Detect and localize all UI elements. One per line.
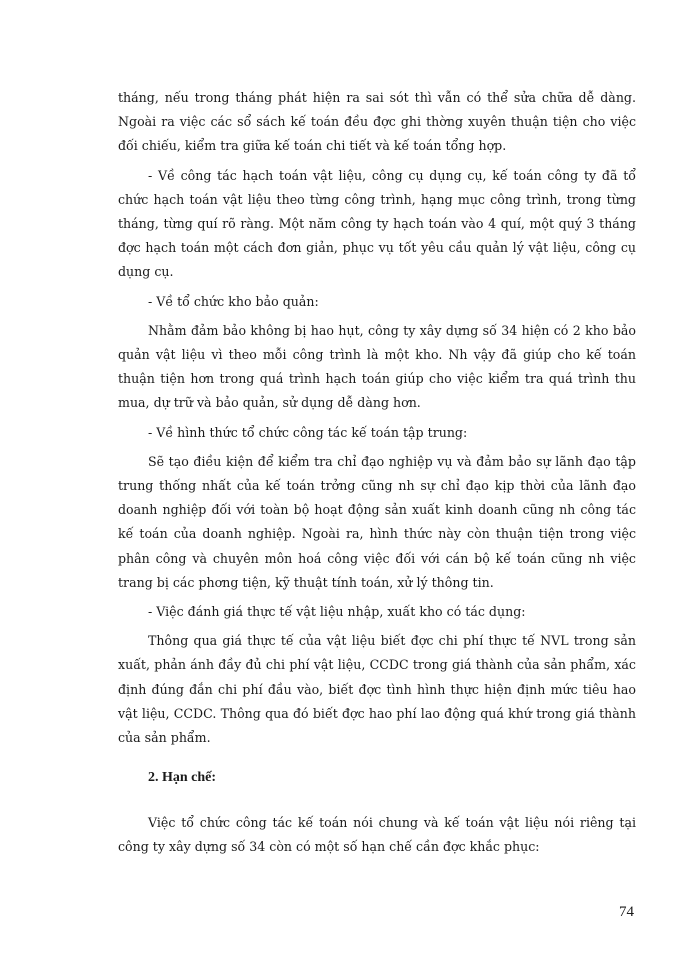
paragraph-continuation: tháng, nếu trong tháng phát hiện ra sai sót thì vẫn có thể sửa chữa dễ dàng. Ngoài ra việc các sổ sách kế toán đều đợc ghi thờng xuyên thuận tiện cho việc đối chiếu, kiểm tra giữa kế toán chi tiết và kế toán tổng hợp. (118, 90, 636, 154)
paragraph-warehouse: Nhằm đảm bảo không bị hao hụt, công ty xây dựng số 34 hiện có 2 kho bảo quản vật liệu vì theo mỗi công trình là một kho. Nh vậy đã giúp cho kế toán thuận tiện hơn trong quá trình hạch toán giúp cho việc kiểm tra quá trình thu mua, dự trữ và bảo quản, sử dụng dễ dàng hơn. (118, 322, 636, 411)
paragraph-centralized-accounting: Sẽ tạo điều kiện để kiểm tra chỉ đạo nghiệp vụ và đảm bảo sự lãnh đạo tập trung thống nhất của kế toán trởng cũng nh sự chỉ đạo kịp thời của lãnh đạo doanh nghiệp đối với toàn bộ hoạt động sản xuất kinh doanh cũng nh công tác kế toán của doanh nghiệp. Ngoài ra, hình thức này còn thuận tiện trong việc phân công và chuyên môn hoá công việc đối với cán bộ kế toán cũng nh việc trang bị các phơng tiện, kỹ thuật tính toán, xử lý thông tin. (118, 453, 636, 590)
paragraph-limitations: Việc tổ chức công tác kế toán nói chung và kế toán vật liệu nói riêng tại công ty xây dựng số 34 còn có một số hạn chế cần đợc khắc phục: (118, 814, 636, 854)
paragraph-accounting-methods: - Về công tác hạch toán vật liệu, công cụ dụng cụ, kế toán công ty đã tổ chức hạch toán vật liệu theo từng công trình, hạng mục công trình, trong từng tháng, từng quí rõ ràng. Một năm công ty hạch toán vào 4 quí, một quý 3 tháng đợc hạch toán một cách đơn giản, phục vụ tốt yêu cầu quản lý vật liệu, công cụ dụng cụ. (118, 167, 636, 280)
section-heading: 2. Hạn chế: (148, 770, 217, 785)
body-text (118, 86, 636, 750)
paragraph-valuation: Thông qua giá thực tế của vật liệu biết đợc chi phí thực tế NVL trong sản xuất, phản ánh đầy đủ chi phí vật liệu, CCDC trong giá thành của sản phẩm, xác định đúng đắn chi phí đầu vào, biết đợc tình hình thực hiện định mức tiêu hao vật liệu, CCDC. Thông qua đó biết đợc hao phí lao động quá khứ trong giá thành của sản phẩm. (118, 633, 636, 746)
page-number: 74 (619, 904, 634, 920)
subheading-warehouse: - Về tổ chức kho bảo quản: (148, 293, 319, 309)
subheading-valuation: - Việc đánh giá thực tế vật liệu nhập, xuất kho có tác dụng: (148, 604, 526, 620)
subheading-centralized-accounting: - Về hình thức tổ chức công tác kế toán tập trung: (148, 424, 468, 440)
